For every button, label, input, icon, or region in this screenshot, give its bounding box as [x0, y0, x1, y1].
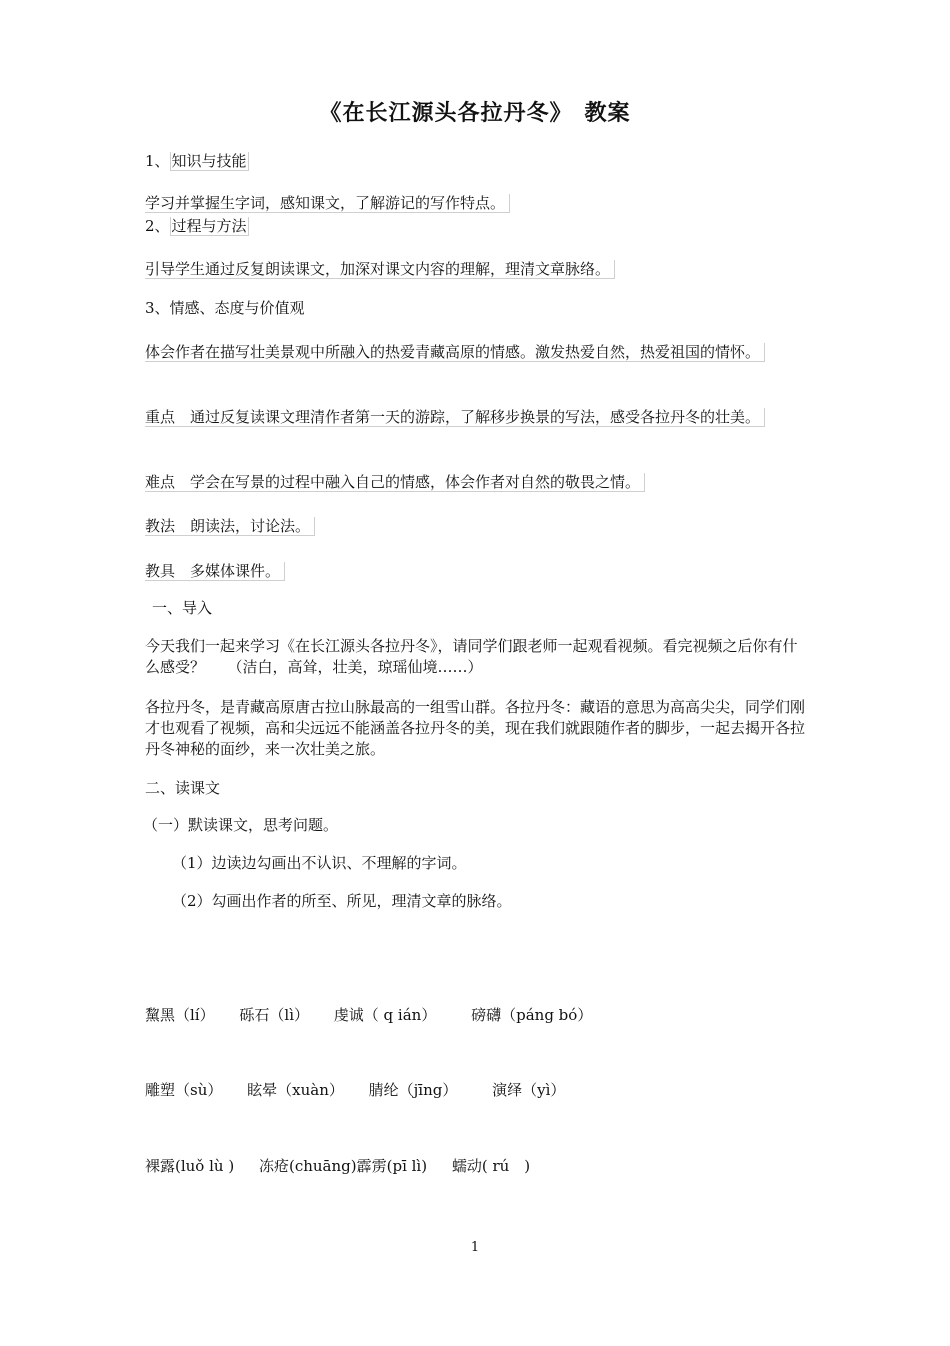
vocab-word: 虔诚（ q ián） [333, 1006, 437, 1024]
vocab-word: 裸露(luǒ lù ) [145, 1157, 235, 1175]
section2-sub1: （一）默读课文，思考问题。 [143, 816, 339, 834]
goal2-text-content: 引导学生通过反复朗读课文，加深对课文内容的理解，理清文章脉络。 [145, 260, 615, 279]
goal3-text [145, 342, 805, 363]
teaching-method [145, 516, 315, 537]
page-number: 1 [470, 1240, 480, 1255]
goal1-text-content: 学习并掌握生字词，感知课文，了解游记的写作特点。 [145, 194, 510, 213]
vocab-word: 眩晕（xuàn） [247, 1081, 344, 1099]
page-title: 《在长江源头各拉丹冬》 教案 [319, 100, 631, 126]
goal1-text [145, 193, 510, 214]
section2-heading: 二、读课文 [145, 779, 221, 797]
vocab-row-3 [145, 1156, 530, 1177]
teaching-tools [145, 561, 285, 582]
difficulty-text: 难点 学会在写景的过程中融入自己的情感，体会作者对自然的敬畏之情。 [145, 473, 645, 492]
vocab-word: 磅礴（páng bó） [471, 1006, 593, 1024]
goal3-heading: 3、情感、态度与价值观 [145, 299, 305, 317]
section2-question1: （1）边读边勾画出不认识、不理解的字词。 [172, 854, 467, 872]
vocab-word: 腈纶（jīng） [368, 1081, 458, 1099]
section1-para2: 各拉丹冬，是青藏高原唐古拉山脉最高的一组雪山群。各拉丹冬：藏语的意思为高高尖尖，同学们刚才也观看了视频，高和尖远远不能涵盖各拉丹冬的美，现在我们就跟随作者的脚步，一起去揭开各拉丹冬神秘的面纱，来一次壮美之旅。 [145, 698, 806, 758]
vocab-word: 霹雳(pī lì) [356, 1157, 428, 1175]
section1-para1: 今天我们一起来学习《在长江源头各拉丹冬》，请同学们跟老师一起观看视频。看完视频之后你有什么感受？ （洁白，高耸，壮美，琼瑶仙境……） [145, 637, 798, 676]
vocab-row-2 [145, 1080, 565, 1101]
vocab-word: 蠕动( rú ) [451, 1157, 531, 1175]
goal1-label: 知识与技能 [171, 152, 247, 170]
goal2-label: 过程与方法 [171, 217, 247, 235]
vocab-word: 冻疮(chuāng) [258, 1157, 357, 1175]
vocab-word: 黧黑（lí） [145, 1006, 215, 1024]
vocab-word: 雕塑（sù） [145, 1081, 223, 1099]
goal1-number: 1、 [145, 152, 170, 170]
key-point-text: 重点 通过反复读课文理清作者第一天的游踪，了解移步换景的写法，感受各拉丹冬的壮美。 [145, 408, 765, 427]
goal2-text [145, 259, 615, 280]
teaching-tools-text: 教具 多媒体课件。 [145, 562, 285, 581]
vocab-word: 砾石（lì） [239, 1006, 309, 1024]
difficulty [145, 472, 645, 493]
goal1-heading [145, 151, 249, 172]
vocab-row-1 [145, 1005, 592, 1026]
goal2-number: 2、 [145, 217, 170, 235]
goal3-text-content: 体会作者在描写壮美景观中所融入的热爱青藏高原的情感。激发热爱自然，热爱祖国的情怀。 [145, 343, 765, 362]
vocab-word: 演绎（yì） [492, 1081, 566, 1099]
goal2-heading [145, 216, 249, 237]
key-point [145, 407, 805, 428]
section1-heading: 一、导入 [152, 599, 213, 617]
teaching-method-text: 教法 朗读法，讨论法。 [145, 517, 315, 536]
section2-question2: （2）勾画出作者的所至、所见，理清文章的脉络。 [172, 892, 512, 910]
